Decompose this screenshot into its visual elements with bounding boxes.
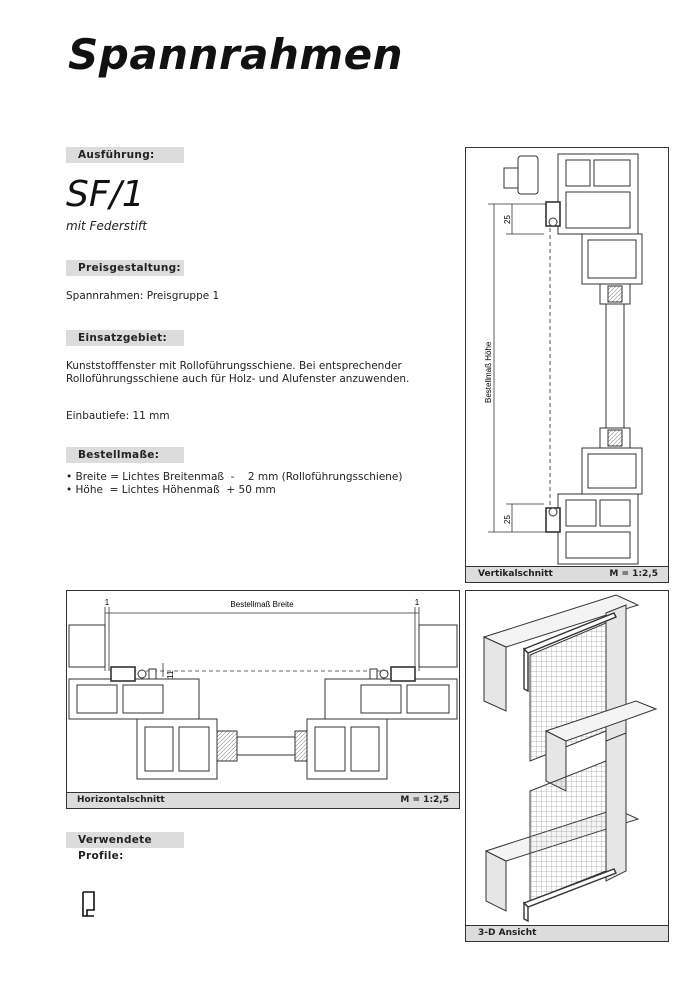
- section-header-bestell: Bestellmaße:: [66, 447, 184, 463]
- horizontal-dim-depth: 11: [166, 670, 175, 679]
- bestell-item-breite: • Breite = Lichtes Breitenmaß - 2 mm (Rolloführungsschiene): [66, 471, 403, 483]
- vertical-dim-bottom: 25: [503, 515, 512, 524]
- model-code: SF/1: [66, 174, 145, 215]
- page-title: Spannrahmen: [68, 30, 404, 79]
- section-header-ausfuehrung: Ausführung:: [66, 147, 184, 163]
- vertical-dim-label: Bestellmaß Höhe: [484, 341, 493, 403]
- bestell-item-hoehe: • Höhe = Lichtes Höhenmaß + 50 mm: [66, 484, 276, 496]
- section-header-preis: Preisgestaltung:: [66, 260, 184, 276]
- einsatz-text-line-2: Rolloführungsschiene auch für Holz- und Alufenster anzuwenden.: [66, 373, 410, 385]
- vertical-scale: M = 1:2,5: [609, 569, 658, 579]
- vertical-caption-bar: [466, 566, 668, 582]
- horizontal-section-drawing: [67, 591, 459, 791]
- model-subtitle: mit Federstift: [66, 219, 147, 233]
- vertical-dim-top: 25: [503, 215, 512, 224]
- einsatz-text-line-1: Kunststofffenster mit Rolloführungsschiene. Bei entsprechender: [66, 360, 402, 372]
- einbautiefe-text: Einbautiefe: 11 mm: [66, 410, 170, 422]
- view-3d-caption: 3-D Ansicht: [478, 928, 537, 938]
- horizontal-section-panel: [66, 590, 460, 809]
- view-3d-panel: [465, 590, 669, 942]
- horizontal-dim-left: 1: [104, 598, 110, 607]
- horizontal-dim-label: Bestellmaß Breite: [230, 600, 294, 609]
- vertical-caption: Vertikalschnitt: [478, 569, 553, 579]
- preis-text: Spannrahmen: Preisgruppe 1: [66, 290, 220, 302]
- horizontal-dim-right: 1: [414, 598, 420, 607]
- horizontal-caption-bar: [67, 792, 459, 808]
- profile-icon: [80, 890, 100, 930]
- view-3d-drawing: [466, 591, 668, 925]
- horizontal-scale: M = 1:2,5: [400, 795, 449, 805]
- vertical-section-drawing: [466, 148, 668, 566]
- vertical-section-panel: [465, 147, 669, 583]
- horizontal-caption: Horizontalschnitt: [77, 795, 165, 805]
- section-header-einsatz: Einsatzgebiet:: [66, 330, 184, 346]
- view-3d-caption-bar: [466, 925, 668, 941]
- section-header-profile: Verwendete Profile:: [66, 832, 184, 848]
